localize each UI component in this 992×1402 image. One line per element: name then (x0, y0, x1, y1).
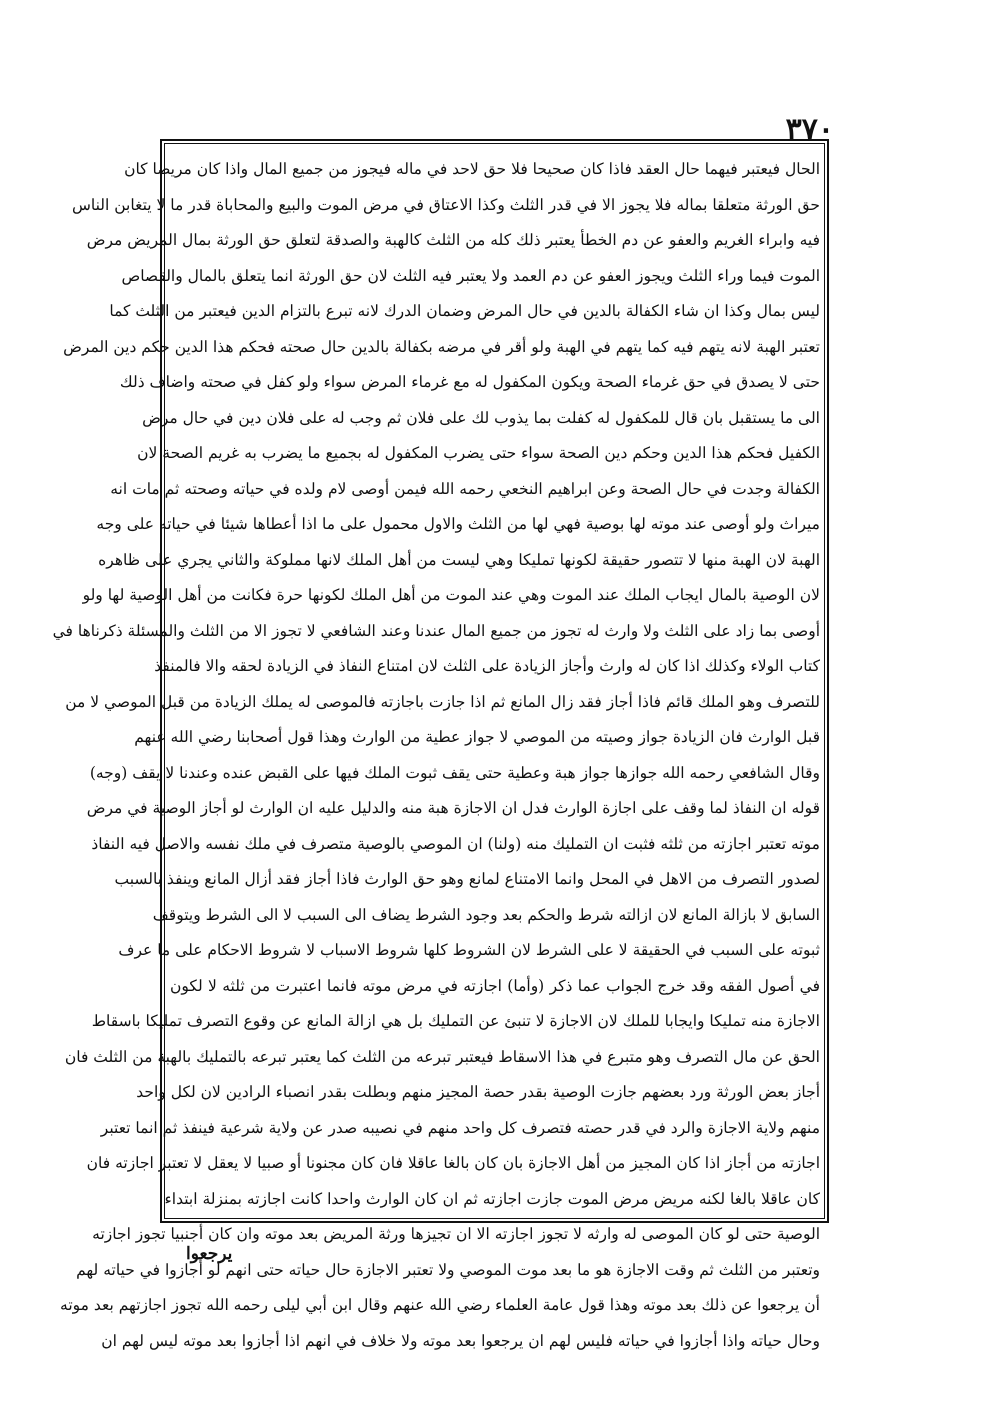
text-line: لان الوصية بالمال ايجاب الملك عند الموت وهي عند الموت من أهل الملك لكونها حرة فكانت من أهل الوصية لها ولو (82, 586, 820, 604)
text-line: تعتبر الهبة لانه يتهم فيه كما يتهم في الهبة ولو أقر في مرضه بكفالة بالدين حال صحته فحكم هذا الدين حكم دين المرض (63, 337, 820, 356)
text-line: ليس بمال وكذا ان شاء الكفالة بالدين في حال المرض وضمان الدرك لانه تبرع بالتزام الدين فيعتبر من الثلث كما (109, 302, 820, 320)
page-number: ٣٧٠ (785, 112, 834, 147)
text-line: الهبة لان الهبة منها لا تتصور حقيقة لكونها تمليكا وهي ليست من أهل الملك لانها مملوكة والثاني يجري على ظاهره (98, 550, 820, 569)
text-line: قبل الوارث فان الزيادة جواز وصيته من الموصي لا جواز عطية من الوارث وهذا قول أصحابنا رضي الله عنهم (134, 728, 820, 746)
text-line: للتصرف وهو الملك قائم فاذا أجاز فقد زال المانع ثم اذا جازت باجازته فالموصى له يملك الزيادة من قبل الموصي لا من (65, 692, 820, 711)
catchword: يرجعوا (186, 1244, 233, 1264)
text-line: الكفالة وجدت في حال الصحة وعن ابراهيم النخعي رحمه الله فيمن أوصى لام ولده في حياته وصحته ثم مات انه (110, 479, 820, 498)
text-line: منهم ولاية الاجازة والرد في قدر حصته فتصرف كل واحد منهم في نصيبه صدر عن ولاية شرعية فينفذ ثم انما تعتبر (100, 1118, 820, 1137)
text-line: كان عاقلا بالغا لكنه مريض مرض الموت جازت اجازته ثم ان كان الوارث واحدا كانت اجازته بمنزلة ابتداء (164, 1189, 820, 1208)
text-line: في أصول الفقه وقد خرج الجواب عما ذكر (وأما) اجازته في مرض موته فانما اعتبرت من ثلثه لا لكون (170, 976, 820, 995)
text-line: الاجازة منه تمليكا وايجابا للملك لان الاجازة لا تنبئ عن التمليك بل هي ازالة المانع عن وقوع التصرف تمليكا باسقاط (91, 1012, 820, 1030)
text-line: أن يرجعوا عن ذلك بعد موته وهذا قول عامة العلماء رضي الله عنهم وقال ابن أبي ليلى رحمه الله تجوز اجازتهم بعد موته (60, 1296, 820, 1314)
text-line: كتاب الولاء وكذلك اذا كان له وارث وأجاز الزيادة على الثلث لان امتناع النفاذ في الزيادة لحقه والا فالمنفذ (154, 657, 820, 675)
text-line: ميراث ولو أوصى عند موته لها بوصية فهي لها من الثلث والاول محمول على ما اذا أعطاها شيئا في حياته على وجه (96, 515, 820, 533)
text-line: وحال حياته واذا أجازوا في حياته فليس لهم ان يرجعوا بعد موته ولا خلاف في انهم اذا أجازوا بعد موته ليس لهم ان (101, 1331, 820, 1350)
text-line: ثبوته على السبب في الحقيقة لا على الشرط لان الشروط كلها شروط الاسباب لا شروط الاحكام على ما عرف (118, 941, 820, 959)
text-line: وقال الشافعي رحمه الله جوازها جواز هبة وعطية حتى يقف ثبوت الملك فيها على القبض عنده وعندنا لا يقف (وجه) (89, 763, 820, 782)
text-line: أجاز بعض الورثة ورد بعضهم جازت الوصية بقدر حصة المجيز منهم وبطلت بقدر انصباء الرادين لان لكل واحد (136, 1083, 820, 1101)
text-line: وتعتبر من الثلث ثم وقت الاجازة هو ما بعد موت الموصي ولا تعتبر الاجازة حال حياته حتى انهم لو أجازوا في حياته لهم (76, 1260, 820, 1279)
text-line: فيه وابراء الغريم والعفو عن دم الخطأ يعتبر ذلك كله من الثلث كالهبة والصدقة لتعلق حق الورثة بمال المريض مرض (86, 231, 820, 249)
text-line: اجازته من أجاز اذا كان المجيز من أهل الاجازة بان كان بالغا عاقلا فان كان مجنونا أو صبيا لا يعقل لا تعتبر اجازته فان (86, 1154, 820, 1172)
text-line: قوله ان النفاذ لما وقف على اجازة الوارث فدل ان الاجازة هبة منه والدليل عليه ان الوارث لو أجاز الوصية في مرض (86, 799, 820, 817)
text-line: الحق عن مال التصرف وهو متبرع في هذا الاسقاط فيعتبر تبرعه من الثلث كما يعتبر تبرعه بالتمليك بالهبة من الثلث فان (64, 1047, 820, 1066)
text-line: الكفيل فحكم هذا الدين وحكم دين الصحة سواء حتى يضرب المكفول له بجميع ما يضرب به غريم الصحة لان (137, 444, 820, 462)
text-line: حق الورثة متعلقا بماله فلا يجوز الا في قدر الثلث وكذا الاعتاق في مرض الموت والبيع والمحاباة قدر ما لا يتغابن الناس (71, 195, 820, 214)
text-line: حتى لا يصدق في حق غرماء الصحة ويكون المكفول له مع غرماء المرض سواء ولو كفل في صحته واضاف ذلك (119, 373, 820, 391)
text-line: أوصى بما زاد على الثلث ولا وارث له تجوز من جميع المال عندنا وعند الشافعي لا تجوز الا من الثلث والمسئلة ذكرناها في (52, 621, 820, 640)
text-line: لصدور التصرف من الاهل في المحل وانما الامتناع لمانع وهو حق الوارث فاذا أجاز فقد أزال المانع وينفذ بالسبب (114, 870, 820, 888)
text-line: السابق لا بازالة المانع لان ازالته شرط والحكم بعد وجود الشرط يضاف الى السبب لا الى الشرط ويتوقف (152, 905, 820, 924)
text-line: الحال فيعتبر فيهما حال العقد فاذا كان صحيحا فلا حق لاحد في ماله فيجوز من جميع المال واذا كان مريضا كان (124, 160, 820, 178)
text-line: الموت فيما وراء الثلث ويجوز العفو عن دم العمد ولا يعتبر فيه الثلث لان حق الورثة انما يتعلق بالمال والقصاص (121, 266, 820, 285)
text-body (52, 152, 820, 1350)
text-line: موته تعتبر اجازته من ثلثه فثبت ان التمليك منه (ولنا) ان الموصي بالوصية متصرف في ملك نفسه والاصل فيه النفاذ (91, 834, 820, 853)
text-line: الى ما يستقبل بان قال للمكفول له كفلت بما يذوب لك على فلان ثم وجب له على فلان دين في حال مرض (142, 408, 820, 427)
text-line: الوصية حتى لو كان الموصى له وارثه لا تجوز اجازته الا ان تجيزها ورثة المريض بعد موته وان كان أجنبيا تجوز اجازته (92, 1225, 820, 1243)
